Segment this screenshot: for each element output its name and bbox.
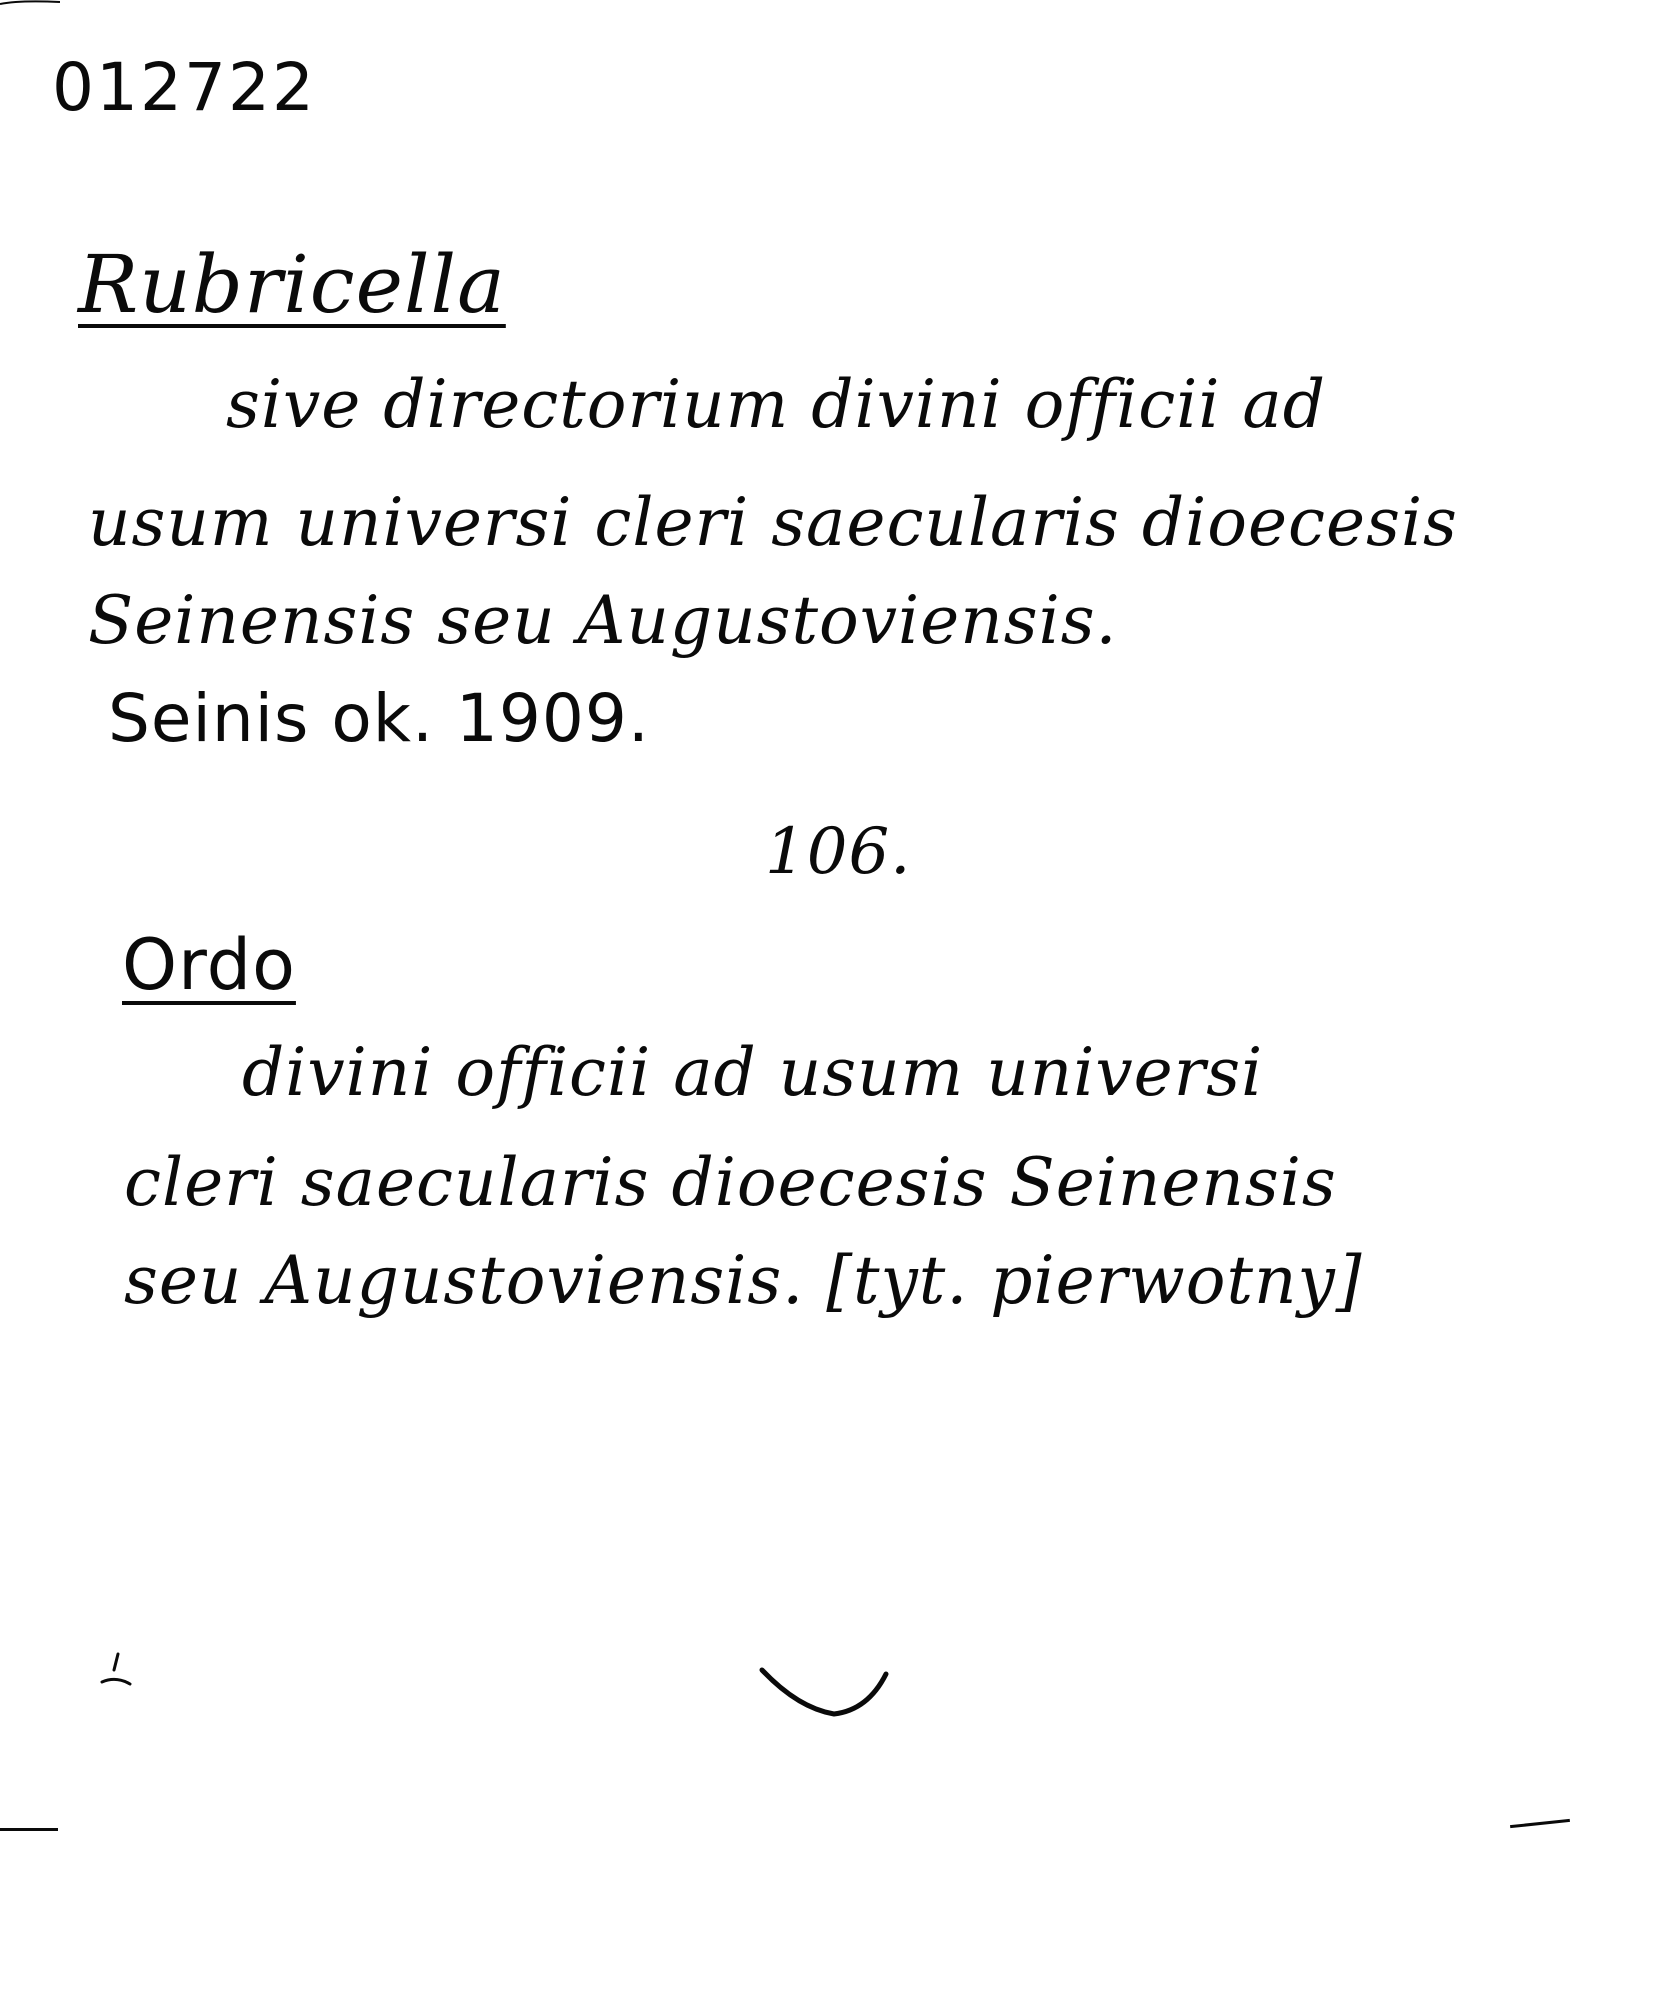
entry-2-line-1: divini officii ad usum universi <box>242 1034 1264 1111</box>
entry-2-heading: Ordo <box>122 924 296 1006</box>
punch-hole-arc <box>758 1660 890 1732</box>
scan-edge-left <box>0 1828 58 1831</box>
entry-1-line-4: Seinis ok. 1909. <box>108 680 650 757</box>
scan-edge-right <box>1510 1819 1570 1828</box>
entry-2-line-3: seu Augustoviensis. [tyt. pierwotny] <box>124 1242 1363 1319</box>
entry-1-line-1: sive directorium divini officii ad <box>226 366 1327 443</box>
entry-1-line-2: usum universi cleri saecularis dioecesis <box>88 484 1458 561</box>
entry-1-line-3: Seinensis seu Augustoviensis. <box>88 582 1118 659</box>
separator-number: 106. <box>765 815 912 889</box>
tick-mark <box>96 1650 136 1700</box>
catalog-number: 012722 <box>52 49 316 126</box>
corner-smudge <box>0 0 60 6</box>
entry-1-heading: Rubricella <box>78 238 506 331</box>
entry-2-line-2: cleri saecularis dioecesis Seinensis <box>124 1144 1337 1221</box>
